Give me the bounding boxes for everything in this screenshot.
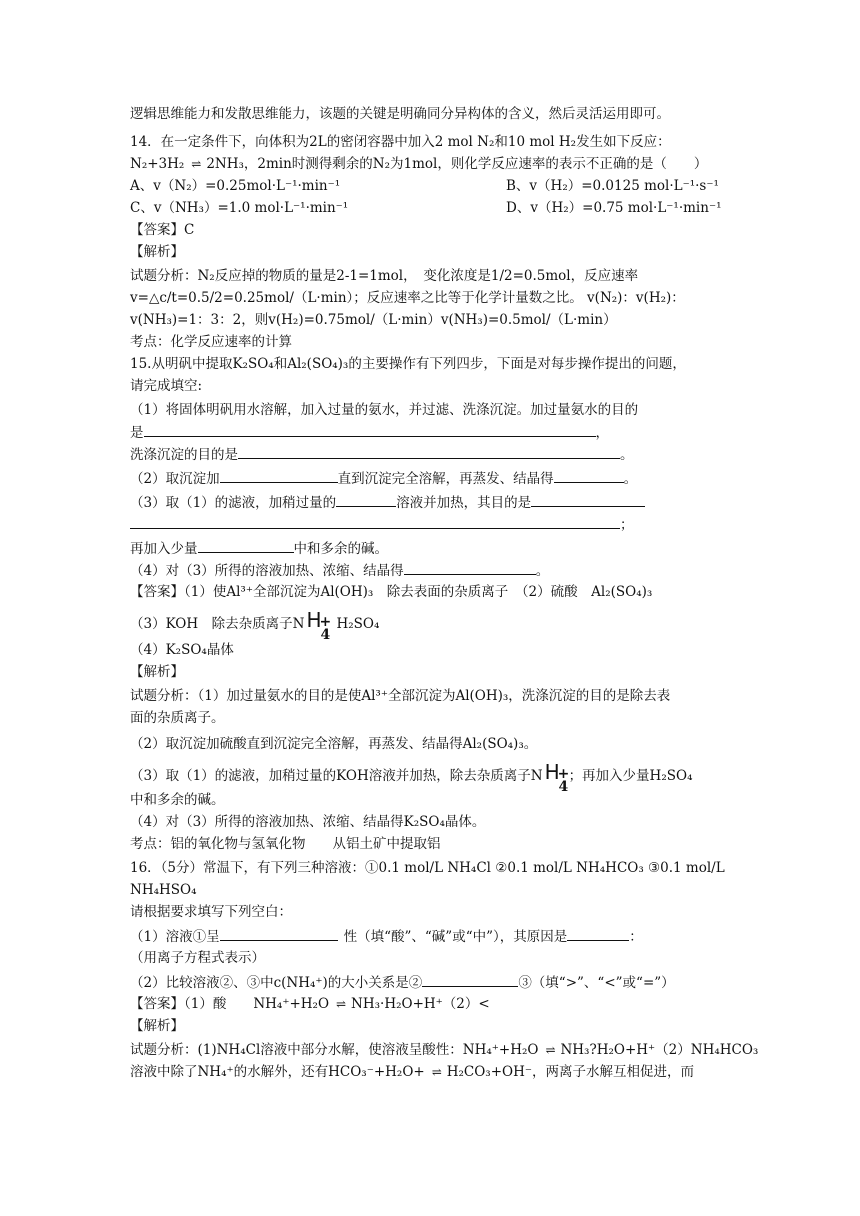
analysis-text: （3）取（1）的滤液，加稍过量的KOH溶液并加热，除去杂质离子N H + 4 ；再加入少量H₂SO₄ [130, 760, 693, 795]
sub-question-2: （2）比较溶液②、③中c(NH₄⁺)的大小关系是② ③（填“>”、“<”或“=”） [130, 972, 675, 993]
option-b: B、v（H₂）=0.0125 mol·L⁻¹·s⁻¹ [506, 178, 719, 194]
sub-question-1: （1）将固体明矾用水溶解，加入过量的氨水，并过滤、洗涤沉淀。加过量氨水的目的 [130, 402, 639, 418]
fill-blank-line: ； [130, 514, 634, 535]
analysis-text: v=△c/t=0.5/2=0.25mol/（L·min）；反应速率之比等于化学计量数之比。 v(N₂)：v(H₂)： [130, 290, 685, 306]
knowledge-point: 考点：化学反应速率的计算 [130, 334, 292, 350]
sub-question-1: （1）溶液①呈 性（填“酸”、“碱”或“中”），其原因是 ： [130, 926, 643, 947]
analysis-text: （2）取沉淀加硫酸直到沉淀完全溶解，再蒸发、结晶得Al₂(SO₄)₃。 [130, 736, 538, 752]
analysis-text: 试题分析：（1）加过量氨水的目的是使Al³⁺全部沉淀为Al(OH)₃，洗涤沉淀的目的是除去表 [130, 688, 671, 704]
analysis-heading: 【解析】 [130, 244, 184, 260]
analysis-text: 溶液中除了NH₄⁺的水解外，还有HCO₃⁻+H₂O+ ⇌ H₂CO₃+OH⁻，两离子水解互相促进，而 [130, 1064, 694, 1080]
answer-blank[interactable] [220, 468, 338, 483]
analysis-text: 试题分析：(1)NH₄Cl溶液中部分水解，使溶液呈酸性：NH₄⁺+H₂O ⇌ NH₃?H₂O+H⁺（2）NH₄HCO₃ [130, 1042, 759, 1058]
answer-blank[interactable] [130, 514, 620, 529]
ammonium-formula-icon: H + 4 [306, 608, 332, 643]
answer-blank[interactable] [554, 468, 624, 483]
sub-question-4: （4）对（3）所得的溶液加热、浓缩、结晶得 。 [130, 560, 549, 581]
knowledge-point: 考点：铝的氧化物与氢氧化物 从铝土矿中提取铝 [130, 836, 441, 852]
sub-question-2: （2）取沉淀加 直到沉淀完全溶解，再蒸发、结晶得 。 [130, 468, 637, 489]
option-a: A、v（N₂）=0.25mol·L⁻¹·min⁻¹ [130, 178, 341, 194]
sub-question-3: （3）取（1）的滤液，加稍过量的 溶液并加热，其目的是 [130, 492, 645, 513]
answer-blank[interactable] [404, 560, 536, 575]
analysis-text: 试题分析：N₂反应掉的物质的量是2-1=1mol， 变化浓度是1/2=0.5mol，反应速率 [130, 268, 639, 284]
fill-blank-line: 洗涤沉淀的目的是 。 [130, 444, 634, 465]
analysis-heading: 【解析】 [130, 664, 184, 680]
fill-blank-line: 再加入少量 中和多余的碱。 [130, 538, 388, 559]
fill-blank-line: 是 ， [130, 422, 609, 443]
text-line: 逻辑思维能力和发散思维能力，该题的关键是明确同分异构体的含义，然后灵活运用即可。 [130, 106, 670, 122]
text-line: 请完成填空: [130, 378, 203, 394]
answer-line: （4）K₂SO₄晶体 [130, 642, 234, 658]
answer-heading: 【答案】（1）使Al³⁺全部沉淀为Al(OH)₃ 除去表面的杂质离子 （2）硫酸 Al₂(SO₄)₃ [130, 584, 653, 600]
answer-line: （3）KOH 除去杂质离子N H + 4 H₂SO₄ [130, 608, 380, 643]
text-line: （用离子方程式表示） [130, 950, 265, 966]
analysis-text: 中和多余的碱。 [130, 792, 225, 808]
answer-blank[interactable] [567, 926, 629, 941]
answer-blank[interactable] [531, 492, 645, 507]
answer-blank[interactable] [220, 926, 338, 941]
text-line: NH₄HSO₄ [130, 882, 197, 898]
analysis-text: v(NH₃)=1：3：2，则v(H₂)=0.75mol/（L·min）v(NH₃)=0.5mol/（L·min） [130, 312, 617, 328]
answer-heading: 【答案】C [130, 222, 195, 238]
option-c: C、v（NH₃）=1.0 mol·L⁻¹·min⁻¹ [130, 200, 349, 216]
ammonium-formula-icon: H + 4 [544, 760, 570, 795]
answer-blank[interactable] [144, 422, 596, 437]
analysis-text: （4）对（3）所得的溶液加热、浓缩、结晶得K₂SO₄晶体。 [130, 814, 486, 830]
analysis-text: 面的杂质离子。 [130, 710, 225, 726]
equilibrium-arrow-icon: ⇌ [545, 1043, 554, 1057]
equilibrium-arrow-icon: ⇌ [336, 997, 345, 1011]
analysis-heading: 【解析】 [130, 1018, 184, 1034]
answer-blank[interactable] [422, 972, 518, 987]
text-line: 请根据要求填写下列空白： [130, 904, 292, 920]
question-14: 14．在一定条件下，向体积为2L的密闭容器中加入2 mol N₂和10 mol H₂发生如下反应： [130, 134, 671, 150]
equilibrium-arrow-icon: ⇌ [191, 157, 200, 171]
answer-blank[interactable] [198, 538, 294, 553]
question-15: 15.从明矾中提取K₂SO₄和Al₂(SO₄)₃的主要操作有下列四步，下面是对每步操作提出的问题， [130, 356, 686, 372]
question-16: 16．（5分）常温下，有下列三种溶液：①0.1 mol/L NH₄Cl ②0.1 mol/L NH₄HCO₃ ③0.1 mol/L [130, 860, 725, 876]
answer-blank[interactable] [238, 444, 620, 459]
equilibrium-arrow-icon: ⇌ [431, 1065, 440, 1079]
answer-heading: 【答案】（1）酸 NH₄⁺+H₂O ⇌ NH₃·H₂O+H⁺（2）< [130, 996, 490, 1012]
reaction-equation: N₂+3H₂ ⇌ 2NH₃，2min时测得剩余的N₂为1mol，则化学反应速率的表示不正确的是（ ） [130, 156, 708, 172]
option-d: D、v（H₂）=0.75 mol·L⁻¹·min⁻¹ [506, 200, 722, 216]
answer-blank[interactable] [336, 492, 396, 507]
